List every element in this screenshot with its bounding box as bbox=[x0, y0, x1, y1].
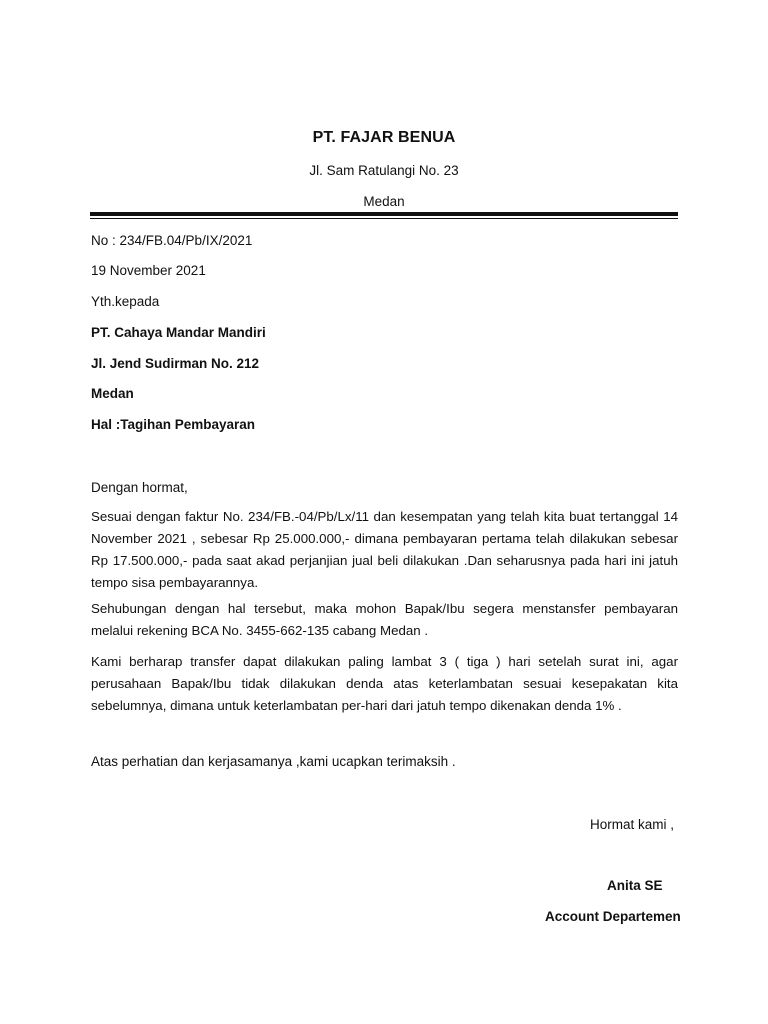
body-paragraph-3: Kami berharap transfer dapat dilakukan paling lambat 3 ( tiga ) hari setelah surat ini, agar perusahaan Bapak/Ibu tidak dilakukan denda atas keterlambatan sesuai kesepakatan kita sebelumnya, dimana untuk keterlambatan per-hari dari jatuh tempo dikenakan denda 1% . bbox=[91, 654, 678, 713]
letterhead-divider-thick bbox=[90, 212, 678, 216]
letter-date: 19 November 2021 bbox=[91, 263, 206, 278]
recipient-city: Medan bbox=[91, 386, 134, 401]
addressee-label: Yth.kepada bbox=[91, 294, 160, 309]
signature-salutation: Hormat kami , bbox=[590, 817, 675, 832]
body-paragraph-1: Sesuai dengan faktur No. 234/FB.-04/Pb/Lx/11 dan kesempatan yang telah kita buat tertanggal 14 November 2021 , sebesar Rp 25.000.000,- dimana pembayaran pertama telah dilakukan sebesar Rp 17.500.000,- pada saat akad perjanjian jual beli dilakukan .Dan seharusnya pada hari ini jatuh tempo sisa pembayarannya. bbox=[91, 509, 678, 590]
letter-subject: Hal :Tagihan Pembayaran bbox=[91, 417, 256, 432]
sender-address: Jl. Sam Ratulangi No. 23 bbox=[309, 163, 459, 178]
sender-company-name: PT. FAJAR BENUA bbox=[312, 129, 456, 146]
closing-sentence: Atas perhatian dan kerjasamanya ,kami ucapkan terimaksih . bbox=[91, 754, 456, 769]
recipient-company: PT. Cahaya Mandar Mandiri bbox=[91, 325, 266, 340]
greeting: Dengan hormat, bbox=[91, 480, 188, 495]
letterhead-divider-thin bbox=[90, 218, 678, 219]
signatory-name: Anita SE bbox=[607, 878, 663, 893]
recipient-address: Jl. Jend Sudirman No. 212 bbox=[91, 356, 260, 371]
signatory-title: Account Departemen bbox=[545, 909, 681, 924]
body-paragraph-2: Sehubungan dengan hal tersebut, maka mohon Bapak/Ibu segera menstansfer pembayaran melalui rekening BCA No. 3455-662-135 cabang Medan . bbox=[91, 601, 678, 638]
letter-number: No : 234/FB.04/Pb/IX/2021 bbox=[91, 233, 253, 248]
sender-city: Medan bbox=[363, 194, 405, 209]
